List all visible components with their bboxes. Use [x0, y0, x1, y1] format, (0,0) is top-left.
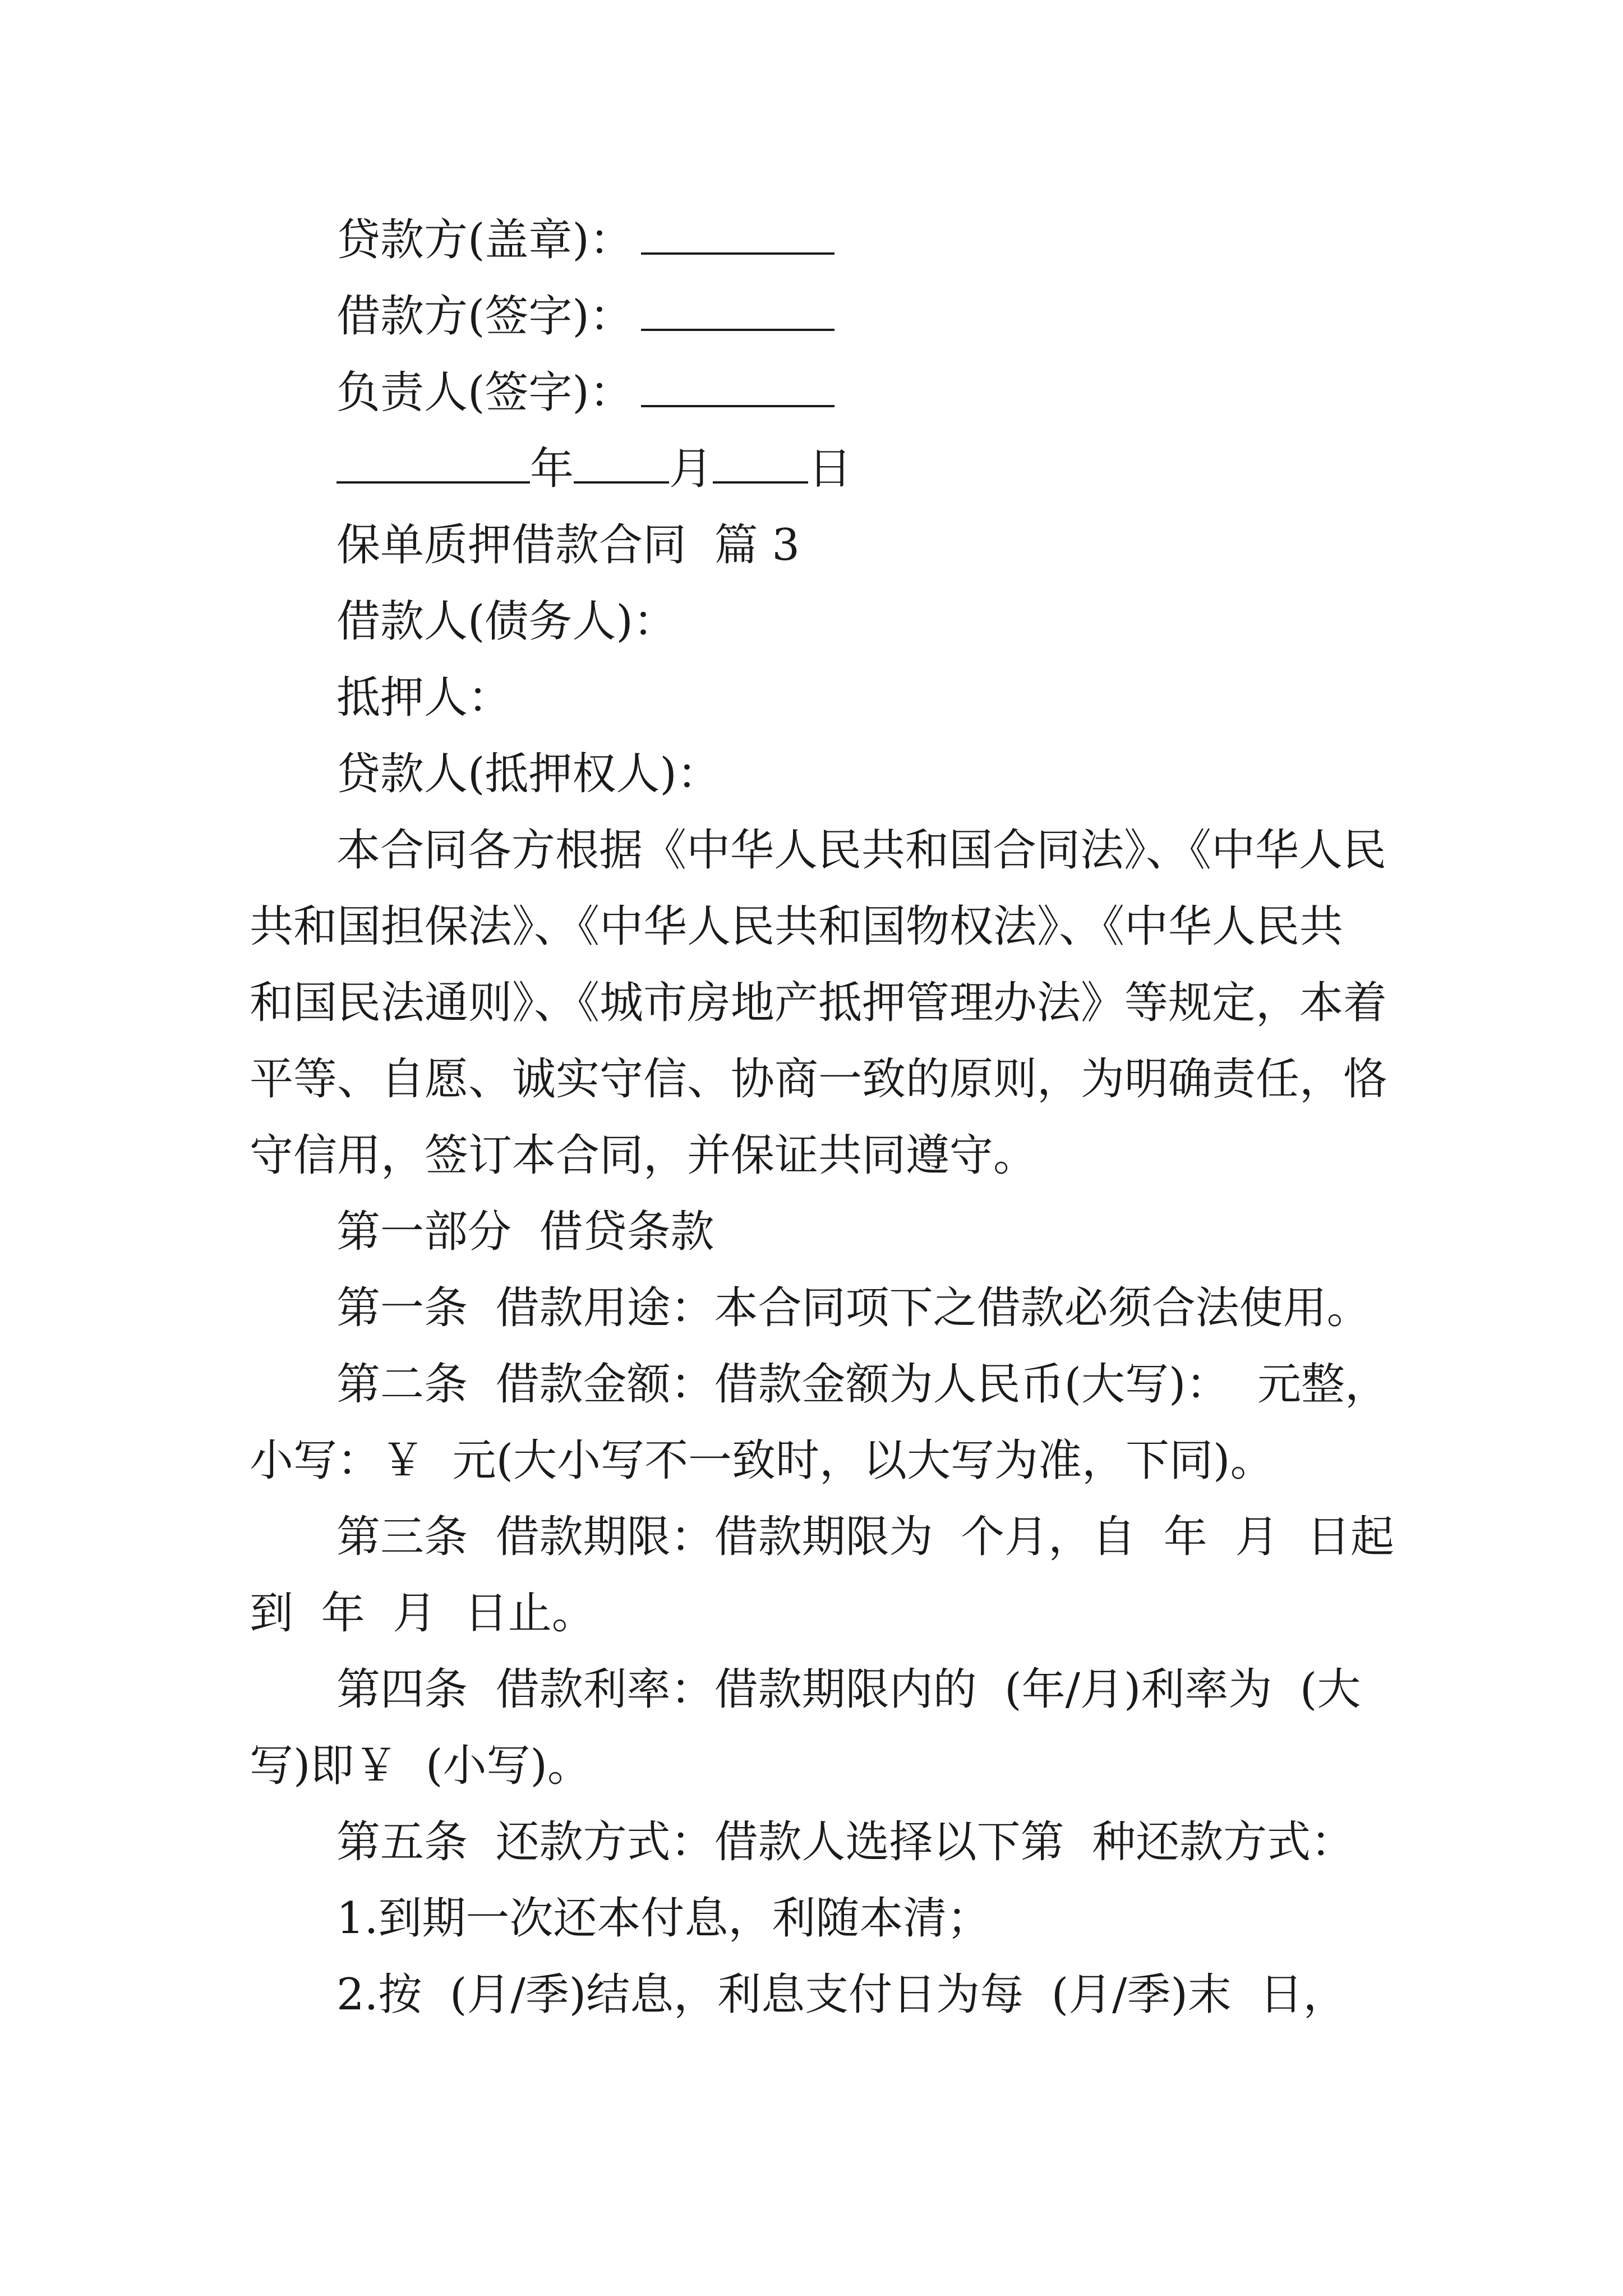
- article-2-line-1: 第二条 借款金额：借款金额为人民币(大写)： 元整，: [336, 1359, 1389, 1410]
- article-5: 第五条 还款方式：借款人选择以下第 种还款方式：: [336, 1817, 1355, 1867]
- person-in-charge-blank: [641, 366, 834, 407]
- article-3-line-1: 第三条 借款期限：借款期限为 个月，自 年 月 日起: [336, 1512, 1394, 1562]
- date-month-label: 月: [669, 444, 713, 494]
- article-4-line-1: 第四条 借款利率：借款期限内的 (年/月)利率为 (大: [336, 1664, 1361, 1715]
- article-1: 第一条 借款用途：本合同项下之借款必须合法使用。: [336, 1283, 1371, 1333]
- part1-title: 第一部分 借贷条款: [336, 1207, 714, 1257]
- date-line: [0, 442, 1623, 496]
- month-blank: [574, 442, 669, 484]
- article-3-line-2: 到 年 月 日止。: [250, 1588, 596, 1639]
- day-blank: [713, 442, 808, 484]
- contract-heading: 保单质押借款合同 篇 3: [336, 520, 800, 570]
- preamble-line: 和国民法通则》、《城市房地产抵押管理办法》等规定，本着: [250, 978, 1387, 1028]
- party-lender: 贷款人(抵押权人)：: [336, 749, 721, 799]
- preamble-line: 守信用，签订本合同，并保证共同遵守。: [250, 1130, 1038, 1181]
- date-year-label: 年: [530, 444, 574, 494]
- lender-seal-line: [0, 213, 1623, 267]
- preamble-line: 本合同各方根据《中华人民共和国合同法》、《中华人民: [336, 825, 1387, 876]
- borrower-sign-blank: [641, 289, 834, 331]
- year-blank: [336, 442, 530, 484]
- repayment-option-2: 2.按 (月/季)结息，利息支付日为每 (月/季)末 日，: [336, 1970, 1347, 2020]
- borrower-sign-line: [0, 289, 1623, 343]
- lender-seal-blank: [641, 213, 834, 255]
- repayment-option-1: 1.到期一次还本付息，利随本清；: [336, 1893, 991, 1944]
- preamble-line: 平等、自愿、诚实守信、协商一致的原则，为明确责任，恪: [250, 1054, 1387, 1105]
- article-2-line-2: 小写：￥ 元(大小写不一致时，以大写为准，下同)。: [250, 1435, 1274, 1486]
- date-day-label: 日: [808, 444, 852, 494]
- article-4-line-2: 写)即￥ (小写)。: [250, 1741, 591, 1791]
- person-in-charge-label: 负责人(签字)：: [336, 367, 633, 418]
- person-in-charge-line: [0, 366, 1623, 420]
- party-mortgagor: 抵押人：: [336, 673, 512, 723]
- party-borrower: 借款人(债务人)：: [336, 596, 677, 647]
- borrower-sign-label: 借款方(签字)：: [336, 291, 633, 342]
- preamble-line: 共和国担保法》、《中华人民共和国物权法》、《中华人民共: [250, 901, 1344, 952]
- lender-seal-label: 贷款方(盖章)：: [336, 215, 633, 265]
